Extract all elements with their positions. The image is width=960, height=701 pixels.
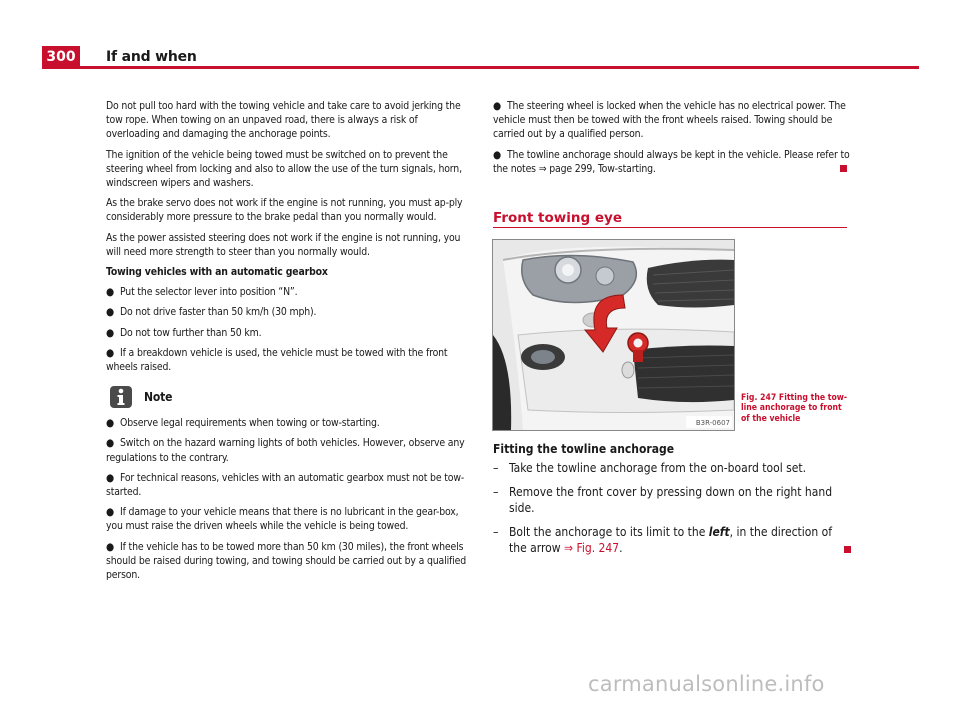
note-item: ● Observe legal requirements when towing or tow-starting. bbox=[106, 417, 380, 430]
list-item: ● If a breakdown vehicle is used, the vehicle must be towed with the front wheels raised. bbox=[106, 346, 448, 374]
figure-caption: Fig. 247 Fitting the tow-line anchorage to front of the vehicle bbox=[741, 393, 848, 424]
page-reference-link[interactable]: ⇒ page 299, Tow-starting. bbox=[538, 162, 656, 175]
note-item: ● If damage to your vehicle means that there is no lubricant in the gear-box, you must raise the driven wheels while the vehicle is being towed. bbox=[106, 506, 459, 533]
step-item: – Remove the front cover by pressing down on the right hand side. bbox=[493, 485, 833, 515]
header-divider bbox=[42, 66, 919, 69]
info-note-icon bbox=[110, 386, 132, 408]
procedure-title: Fitting the towline anchorage bbox=[493, 442, 675, 456]
section-title: Front towing eye bbox=[493, 210, 622, 226]
note-item: ● For technical reasons, vehicles with an automatic gearbox must not be tow-started. bbox=[106, 471, 465, 499]
section-end-square-icon bbox=[840, 165, 847, 172]
note-item: ● Switch on the hazard warning lights of both vehicles. However, observe any regulations to the contrary. bbox=[106, 437, 465, 464]
car-front-illustration bbox=[493, 240, 734, 430]
step-item: – Bolt the anchorage to its limit to the left, in the direction of the arrow ⇒ Fig. 247. bbox=[493, 524, 853, 556]
figure-towing-eye bbox=[492, 239, 735, 431]
paragraph: As the power assisted steering does not work if the engine is not running, you will need more strength to steer than you normally would. bbox=[106, 231, 461, 258]
watermark: carmanualsonline.info bbox=[588, 672, 825, 696]
figure-reference-link[interactable]: ⇒ Fig. 247 bbox=[564, 541, 620, 555]
procedure-steps bbox=[493, 460, 853, 564]
list-item: ● Do not drive faster than 50 km/h (30 mph). bbox=[106, 306, 317, 319]
subheading: Towing vehicles with an automatic gearbox bbox=[106, 266, 328, 279]
section-end-square-icon bbox=[844, 546, 851, 553]
left-column bbox=[106, 99, 466, 588]
page-number: 300 bbox=[42, 46, 80, 68]
section-divider bbox=[493, 227, 847, 228]
paragraph: The ignition of the vehicle being towed must be switched on to prevent the steering wheel from locking and also to allow the use of the turn signals, horn, windscreen wipers and washers. bbox=[106, 148, 462, 190]
list-item: ● Put the selector lever into position “N”. bbox=[106, 286, 298, 299]
chapter-title: If and when bbox=[106, 49, 197, 65]
list-item: ● The steering wheel is locked when the vehicle has no electrical power. The vehicle must then be towed with the front wheels raised. Towing should be carried out by a qualified person. bbox=[493, 100, 846, 141]
paragraph: Do not pull too hard with the towing vehicle and take care to avoid jerking the tow rope. When towing on an unpaved road, there is always a risk of overloading and damaging the anchorage points. bbox=[106, 100, 461, 141]
note-item: ● If the vehicle has to be towed more than 50 km (30 miles), the front wheels should be raised during towing, and towing should be carried out by a qualified person. bbox=[106, 540, 466, 582]
paragraph: As the brake servo does not work if the engine is not running, you must ap-ply considerably more pressure to the brake pedal than you normally would. bbox=[106, 197, 463, 224]
note-header bbox=[106, 386, 466, 408]
note-title: Note bbox=[144, 390, 173, 405]
figure-code: B3R-0607 bbox=[695, 419, 730, 427]
step-item: – Take the towline anchorage from the on-board tool set. bbox=[493, 461, 807, 475]
list-item: ● The towline anchorage should always be kept in the vehicle. Please refer to the notes ⇒ page 299, Tow-starting. bbox=[493, 148, 850, 175]
list-item: ● Do not tow further than 50 km. bbox=[106, 326, 262, 339]
right-column bbox=[493, 99, 853, 182]
